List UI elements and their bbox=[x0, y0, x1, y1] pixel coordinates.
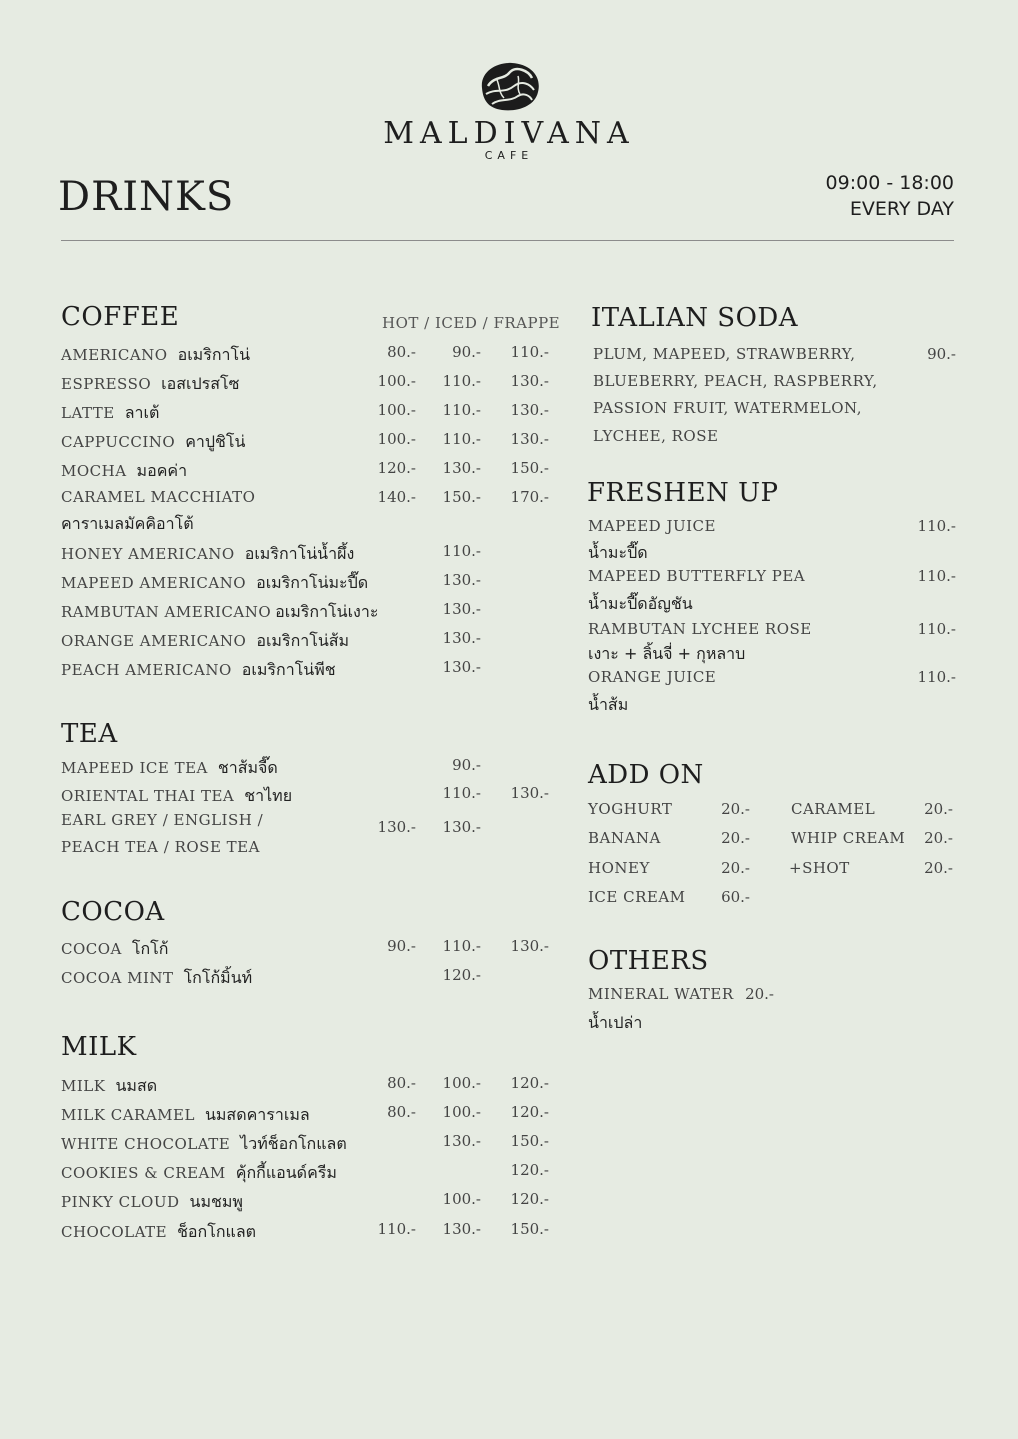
menu-item: COCOA โกโก้ bbox=[61, 939, 169, 958]
section-title-italian-soda: ITALIAN SODA bbox=[591, 303, 799, 333]
menu-item: CAPPUCCINO คาปูชิโน่ bbox=[61, 432, 246, 451]
price-frappe: 150.- bbox=[510, 1220, 549, 1238]
menu-item-thai: น้ำส้ม bbox=[588, 695, 629, 714]
price-column-header: HOT / ICED / FRAPPE bbox=[382, 314, 561, 332]
price-iced: 130.- bbox=[442, 818, 481, 836]
opening-hours bbox=[826, 170, 954, 222]
price-iced: 100.- bbox=[442, 1103, 481, 1121]
section-title-freshen-up: FRESHEN UP bbox=[587, 478, 779, 508]
addon-item: CARAMEL bbox=[791, 800, 876, 818]
price: 110.- bbox=[917, 620, 956, 638]
menu-item: CARAMEL MACCHIATO bbox=[61, 488, 256, 506]
menu-item: WHITE CHOCOLATE ไวท์ช็อกโกแลต bbox=[61, 1134, 347, 1153]
section-title-tea: TEA bbox=[61, 719, 118, 749]
menu-item: RAMBUTAN AMERICANO อเมริกาโน่เงาะ bbox=[61, 602, 379, 621]
price-hot: 100.- bbox=[377, 401, 416, 419]
price-hot: 80.- bbox=[387, 1103, 416, 1121]
addon-item: HONEY bbox=[588, 859, 650, 877]
menu-item: EARL GREY / ENGLISH / bbox=[61, 811, 264, 829]
price: 20.- bbox=[924, 800, 953, 818]
hours-days: EVERY DAY bbox=[849, 198, 954, 220]
price-iced: 110.- bbox=[442, 937, 481, 955]
hours-time: 09:00 - 18:00 bbox=[825, 172, 954, 194]
price: 110.- bbox=[917, 567, 956, 585]
menu-item-thai: น้ำเปล่า bbox=[588, 1013, 643, 1032]
price-hot: 140.- bbox=[377, 488, 416, 506]
price-iced: 110.- bbox=[442, 784, 481, 802]
price: 20.- bbox=[721, 829, 750, 847]
menu-item: CHOCOLATE ช็อกโกแลต bbox=[61, 1222, 257, 1241]
section-title-coffee: COFFEE bbox=[61, 302, 180, 332]
price-iced: 100.- bbox=[442, 1190, 481, 1208]
price-frappe: 110.- bbox=[510, 343, 549, 361]
soda-flavors-line: PLUM, MAPEED, STRAWBERRY, bbox=[593, 345, 856, 363]
price-iced: 100.- bbox=[442, 1074, 481, 1092]
menu-item: HONEY AMERICANO อเมริกาโน่น้ำผึ้ง bbox=[61, 544, 355, 563]
price-iced: 130.- bbox=[442, 658, 481, 676]
price-iced: 130.- bbox=[442, 600, 481, 618]
soda-flavors-line: LYCHEE, ROSE bbox=[593, 427, 719, 445]
price-iced: 110.- bbox=[442, 430, 481, 448]
menu-item: MILK CARAMEL นมสดคาราเมล bbox=[61, 1105, 310, 1124]
price: 20.- bbox=[745, 985, 774, 1003]
menu-item: MINERAL WATER bbox=[588, 985, 734, 1003]
price: 110.- bbox=[917, 668, 956, 686]
price-frappe: 120.- bbox=[510, 1074, 549, 1092]
menu-item: ORIENTAL THAI TEA ชาไทย bbox=[61, 786, 293, 805]
addon-item: +SHOT bbox=[789, 859, 850, 877]
section-title-milk: MILK bbox=[61, 1032, 137, 1062]
price: 20.- bbox=[924, 859, 953, 877]
price-hot: 120.- bbox=[377, 459, 416, 477]
menu-item: MAPEED BUTTERFLY PEA bbox=[588, 567, 806, 585]
menu-item-line2: PEACH TEA / ROSE TEA bbox=[61, 838, 260, 856]
menu-item: MOCHA มอคค่า bbox=[61, 461, 188, 480]
menu-item: COOKIES & CREAM คุ้กกี้แอนด์ครีม bbox=[61, 1163, 337, 1182]
brand-header bbox=[0, 58, 1018, 162]
price-hot: 80.- bbox=[387, 343, 416, 361]
section-title-cocoa: COCOA bbox=[61, 897, 165, 927]
price-frappe: 170.- bbox=[510, 488, 549, 506]
price-hot: 130.- bbox=[377, 818, 416, 836]
price: 20.- bbox=[721, 859, 750, 877]
menu-item-thai: น้ำมะปี๊ด bbox=[588, 543, 648, 562]
divider bbox=[61, 240, 954, 241]
section-title-add-on: ADD ON bbox=[588, 760, 704, 790]
brand-name: MALDIVANA bbox=[383, 116, 635, 151]
menu-item-thai: น้ำมะปี๊ดอัญชัน bbox=[588, 594, 693, 613]
price-hot: 110.- bbox=[377, 1220, 416, 1238]
menu-item: MILK นมสด bbox=[61, 1076, 158, 1095]
price-frappe: 150.- bbox=[510, 1132, 549, 1150]
addon-item: YOGHURT bbox=[588, 800, 673, 818]
price-iced: 130.- bbox=[442, 629, 481, 647]
page-title: DRINKS bbox=[58, 174, 235, 220]
price-hot: 100.- bbox=[377, 372, 416, 390]
menu-item: MAPEED ICE TEA ชาส้มจี๊ด bbox=[61, 758, 278, 777]
menu-item: PEACH AMERICANO อเมริกาโน่พีช bbox=[61, 660, 336, 679]
price-iced: 110.- bbox=[442, 542, 481, 560]
price-frappe: 120.- bbox=[510, 1103, 549, 1121]
price-frappe: 130.- bbox=[510, 937, 549, 955]
price-iced: 90.- bbox=[452, 756, 481, 774]
soda-flavors-line: BLUEBERRY, PEACH, RASPBERRY, bbox=[593, 372, 878, 390]
price-frappe: 120.- bbox=[510, 1190, 549, 1208]
addon-item: BANANA bbox=[588, 829, 661, 847]
menu-item-thai: คาราเมลมัคคิอาโต้ bbox=[61, 514, 194, 533]
menu-item: ESPRESSO เอสเปรสโซ bbox=[61, 374, 240, 393]
addon-item: ICE CREAM bbox=[588, 888, 686, 906]
price-hot: 80.- bbox=[387, 1074, 416, 1092]
price-iced: 110.- bbox=[442, 401, 481, 419]
price: 60.- bbox=[721, 888, 750, 906]
brand-subtitle: CAFE bbox=[484, 149, 534, 162]
addon-item: WHIP CREAM bbox=[791, 829, 906, 847]
price-iced: 110.- bbox=[442, 372, 481, 390]
price-iced: 130.- bbox=[442, 1220, 481, 1238]
price-iced: 150.- bbox=[442, 488, 481, 506]
menu-item: ORANGE AMERICANO อเมริกาโน่ส้ม bbox=[61, 631, 350, 650]
price-frappe: 130.- bbox=[510, 430, 549, 448]
price-hot: 100.- bbox=[377, 430, 416, 448]
price: 20.- bbox=[924, 829, 953, 847]
price-frappe: 130.- bbox=[510, 372, 549, 390]
menu-item-thai: เงาะ + ลิ้นจี่ + กุหลาบ bbox=[588, 644, 746, 663]
menu-item: AMERICANO อเมริกาโน่ bbox=[61, 345, 251, 364]
price: 20.- bbox=[721, 800, 750, 818]
price-iced: 130.- bbox=[442, 459, 481, 477]
menu-item: MAPEED JUICE bbox=[588, 517, 716, 535]
price-iced: 90.- bbox=[452, 343, 481, 361]
price-frappe: 120.- bbox=[510, 1161, 549, 1179]
menu-item: RAMBUTAN LYCHEE ROSE bbox=[588, 620, 812, 638]
price-hot: 90.- bbox=[387, 937, 416, 955]
price-iced: 120.- bbox=[442, 966, 481, 984]
price: 110.- bbox=[917, 517, 956, 535]
price-frappe: 150.- bbox=[510, 459, 549, 477]
price-iced: 130.- bbox=[442, 571, 481, 589]
menu-item: PINKY CLOUD นมชมพู bbox=[61, 1192, 243, 1211]
menu-item: ORANGE JUICE bbox=[588, 668, 717, 686]
price-frappe: 130.- bbox=[510, 784, 549, 802]
menu-item: LATTE ลาเต้ bbox=[61, 403, 160, 422]
menu-item: COCOA MINT โกโก้มิ้นท์ bbox=[61, 968, 253, 987]
price-frappe: 130.- bbox=[510, 401, 549, 419]
price-iced: 130.- bbox=[442, 1132, 481, 1150]
price: 90.- bbox=[927, 345, 956, 363]
marble-stone-icon bbox=[474, 58, 544, 114]
soda-flavors-line: PASSION FRUIT, WATERMELON, bbox=[593, 399, 862, 417]
section-title-others: OTHERS bbox=[588, 946, 709, 976]
menu-item: MAPEED AMERICANO อเมริกาโน่มะปี๊ด bbox=[61, 573, 369, 592]
